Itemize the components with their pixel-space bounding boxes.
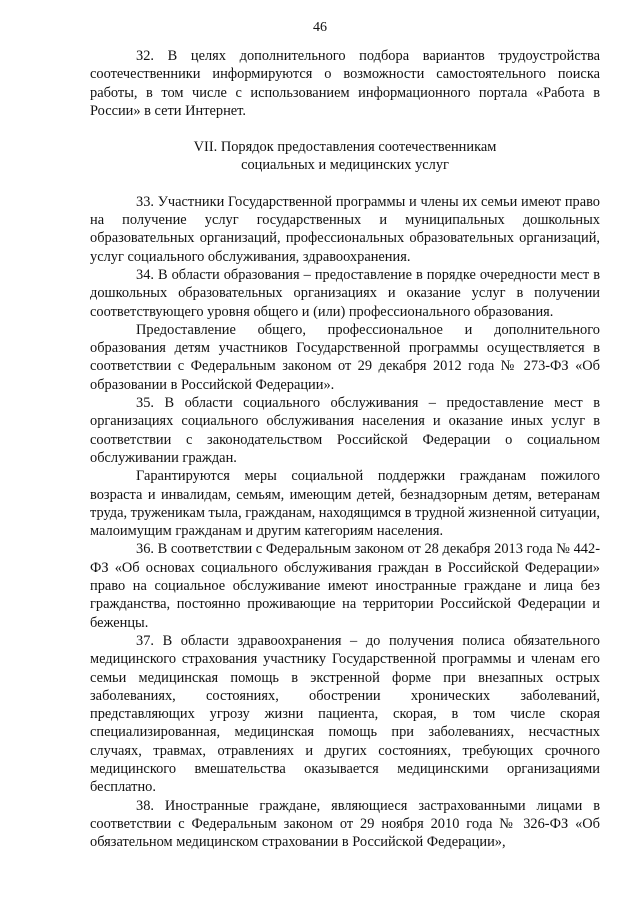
section-title-line-2: социальных и медицинских услуг: [241, 157, 449, 174]
paragraph-35: 35. В области социального обслуживания – предоставление мест в организациях социального обслуживания населения и оказание иных услуг в соответствии с законодательством Российской Федерации о социальном обслуживании граждан.: [90, 395, 600, 466]
paragraph-33: 33. Участники Государственной программы и члены их семьи имеют право на получение услуг государственных и муниципальных дошкольных образовательных организаций, профессиональных образовательных организаций, услуг социального обслуживания, здравоохранения.: [90, 193, 600, 265]
paragraph-34: 34. В области образования – предоставление в порядке очередности мест в дошкольных образовательных организациях и оказание услуг в получении соответствующего уровня общего и (или) профессионального образования.: [90, 266, 600, 320]
paragraph-social-support: Гарантируются меры социальной поддержки гражданам пожилого возраста и инвалидам, семьям, имеющим детей, безнадзорным детям, ветеранам труда, труженикам тыла, гражданам, находящимся в трудной жизненной ситуации, малоимущим гражданам и другим категориям населения.: [90, 468, 601, 540]
paragraph-37: 37. В области здравоохранения – до получения полиса обязательного медицинского страхования участнику Государственной программы и членам его семьи медицинская помощь в экстренной форме при внезапных острых заболеваниях, состояниях, обострении хронических заболеваний, представляющих угрозу жизни пациента, скорая, в том числе скорая специализированная, медицинская помощь при заболеваниях, несчастных случаях, травмах, отравлениях и других состояниях, требующих срочного медицинского вмешательства оказывается медицинскими организациями бесплатно.: [90, 632, 600, 796]
page-number: 46: [313, 20, 327, 35]
section-title: [90, 138, 600, 175]
section-title-line-1: VII. Порядок предоставления соотечественникам: [193, 139, 497, 156]
document-body: [90, 47, 600, 851]
paragraph-36: 36. В соответствии с Федеральным законом от 28 декабря 2013 года № 442-ФЗ «Об основах социального обслуживания граждан в Российской Федерации» право на социальное обслуживание имеют иностранные граждане и лица без гражданства, постоянно проживающие на территории Российской Федерации и беженцы.: [90, 541, 600, 631]
paragraph-38: 38. Иностранные граждане, являющиеся застрахованными лицами в соответствии с Федеральным законом от 29 ноября 2010 года № 326-ФЗ «Об обязательном медицинском страховании в Российской Федерации»,: [90, 797, 600, 851]
paragraph-32: 32. В целях дополнительного подбора вариантов трудоустройства соотечественники информируются о возможности самостоятельного поиска работы, в том числе с использованием информационного портала «Работа в России» в сети Интернет.: [90, 48, 600, 119]
paragraph-education-provision: Предоставление общего, профессиональное и дополнительного образования детям участников Государственной программы осуществляется в соответствии с Федеральным законом от 29 декабря 2012 года № 273-ФЗ «Об образовании в Российской Федерации».: [90, 321, 600, 393]
